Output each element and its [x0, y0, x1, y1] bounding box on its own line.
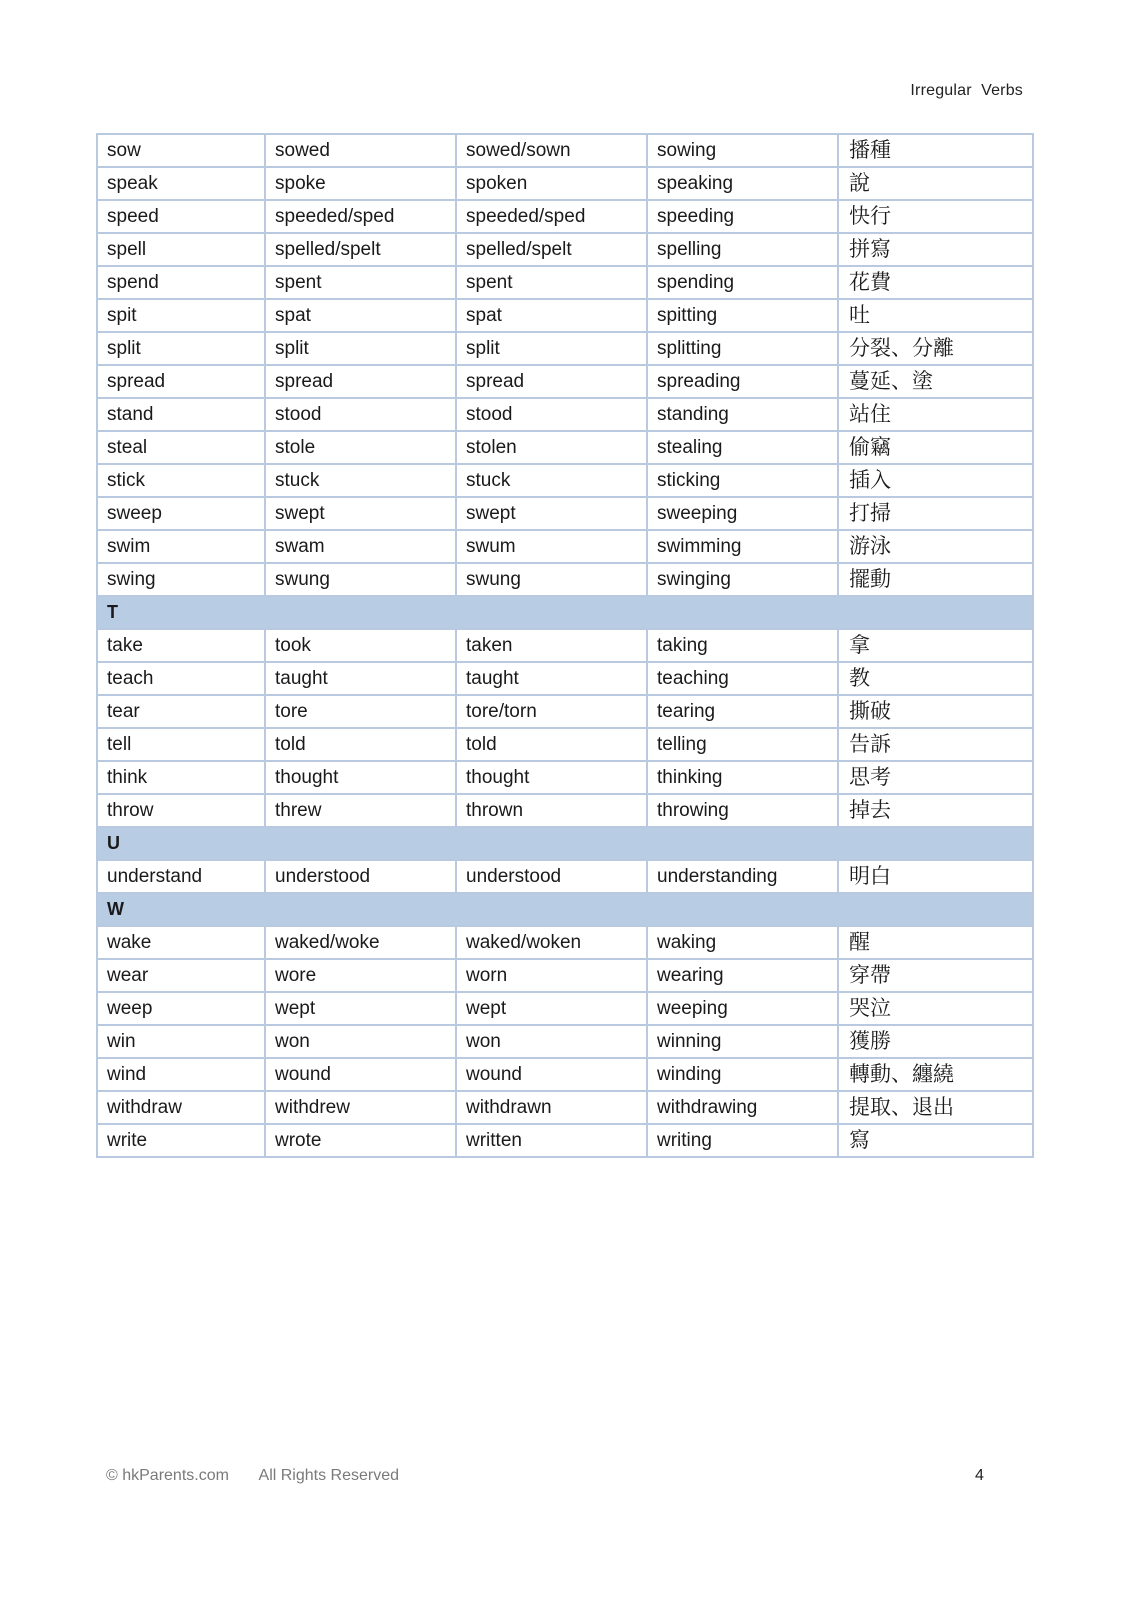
chinese-meaning-cell: 分裂、分離 — [838, 332, 1033, 365]
past-participle-cell: swept — [456, 497, 647, 530]
past-tense-cell: spelled/spelt — [265, 233, 456, 266]
table-row — [97, 926, 1033, 959]
past-tense-cell: wrote — [265, 1124, 456, 1157]
base-form-cell: think — [97, 761, 265, 794]
table-row — [97, 365, 1033, 398]
present-participle-cell: spelling — [647, 233, 838, 266]
past-participle-cell: stood — [456, 398, 647, 431]
base-form-cell: understand — [97, 860, 265, 893]
table-row — [97, 200, 1033, 233]
past-participle-cell: taken — [456, 629, 647, 662]
past-tense-cell: understood — [265, 860, 456, 893]
present-participle-cell: waking — [647, 926, 838, 959]
past-participle-cell: stuck — [456, 464, 647, 497]
table-row — [97, 695, 1033, 728]
base-form-cell: spell — [97, 233, 265, 266]
base-form-cell: speak — [97, 167, 265, 200]
past-participle-cell: stolen — [456, 431, 647, 464]
present-participle-cell: wearing — [647, 959, 838, 992]
past-participle-cell: spoken — [456, 167, 647, 200]
past-tense-cell: wound — [265, 1058, 456, 1091]
past-tense-cell: split — [265, 332, 456, 365]
chinese-meaning-cell: 吐 — [838, 299, 1033, 332]
chinese-meaning-cell: 打掃 — [838, 497, 1033, 530]
present-participle-cell: speaking — [647, 167, 838, 200]
table-row — [97, 794, 1033, 827]
chinese-meaning-cell: 偷竊 — [838, 431, 1033, 464]
chinese-meaning-cell: 擺動 — [838, 563, 1033, 596]
page-number: 4 — [975, 1467, 984, 1484]
table-row — [97, 497, 1033, 530]
chinese-meaning-cell: 穿帶 — [838, 959, 1033, 992]
base-form-cell: tell — [97, 728, 265, 761]
section-header-row — [97, 893, 1033, 926]
table-row — [97, 1058, 1033, 1091]
table-row — [97, 233, 1033, 266]
past-participle-cell: speeded/sped — [456, 200, 647, 233]
past-participle-cell: spelled/spelt — [456, 233, 647, 266]
past-tense-cell: took — [265, 629, 456, 662]
present-participle-cell: spreading — [647, 365, 838, 398]
chinese-meaning-cell: 告訴 — [838, 728, 1033, 761]
past-tense-cell: won — [265, 1025, 456, 1058]
table-row — [97, 959, 1033, 992]
section-letter: T — [97, 596, 1033, 629]
past-tense-cell: wept — [265, 992, 456, 1025]
base-form-cell: teach — [97, 662, 265, 695]
base-form-cell: spend — [97, 266, 265, 299]
past-participle-cell: understood — [456, 860, 647, 893]
past-participle-cell: withdrawn — [456, 1091, 647, 1124]
base-form-cell: weep — [97, 992, 265, 1025]
past-tense-cell: spoke — [265, 167, 456, 200]
past-participle-cell: split — [456, 332, 647, 365]
past-tense-cell: wore — [265, 959, 456, 992]
past-tense-cell: spent — [265, 266, 456, 299]
page-header-title: Irregular Verbs — [910, 82, 1023, 99]
present-participle-cell: withdrawing — [647, 1091, 838, 1124]
section-header-row — [97, 827, 1033, 860]
present-participle-cell: sowing — [647, 134, 838, 167]
base-form-cell: tear — [97, 695, 265, 728]
past-participle-cell: told — [456, 728, 647, 761]
present-participle-cell: taking — [647, 629, 838, 662]
table-row — [97, 728, 1033, 761]
past-participle-cell: spat — [456, 299, 647, 332]
present-participle-cell: spending — [647, 266, 838, 299]
present-participle-cell: weeping — [647, 992, 838, 1025]
present-participle-cell: thinking — [647, 761, 838, 794]
chinese-meaning-cell: 掉去 — [838, 794, 1033, 827]
chinese-meaning-cell: 拼寫 — [838, 233, 1033, 266]
chinese-meaning-cell: 蔓延、塗 — [838, 365, 1033, 398]
table-row — [97, 530, 1033, 563]
present-participle-cell: winding — [647, 1058, 838, 1091]
table-row — [97, 662, 1033, 695]
base-form-cell: steal — [97, 431, 265, 464]
table-row — [97, 398, 1033, 431]
past-tense-cell: stole — [265, 431, 456, 464]
chinese-meaning-cell: 說 — [838, 167, 1033, 200]
past-tense-cell: spread — [265, 365, 456, 398]
present-participle-cell: speeding — [647, 200, 838, 233]
base-form-cell: withdraw — [97, 1091, 265, 1124]
table-row — [97, 332, 1033, 365]
past-tense-cell: spat — [265, 299, 456, 332]
present-participle-cell: understanding — [647, 860, 838, 893]
chinese-meaning-cell: 撕破 — [838, 695, 1033, 728]
chinese-meaning-cell: 思考 — [838, 761, 1033, 794]
chinese-meaning-cell: 寫 — [838, 1124, 1033, 1157]
past-participle-cell: thrown — [456, 794, 647, 827]
footer-rights: All Rights Reserved — [258, 1467, 400, 1484]
past-participle-cell: tore/torn — [456, 695, 647, 728]
section-header-row — [97, 596, 1033, 629]
base-form-cell: stand — [97, 398, 265, 431]
chinese-meaning-cell: 獲勝 — [838, 1025, 1033, 1058]
table-row — [97, 860, 1033, 893]
base-form-cell: stick — [97, 464, 265, 497]
table-row — [97, 629, 1033, 662]
past-tense-cell: threw — [265, 794, 456, 827]
table-row — [97, 299, 1033, 332]
section-letter: W — [97, 893, 1033, 926]
base-form-cell: swim — [97, 530, 265, 563]
table-row — [97, 1091, 1033, 1124]
chinese-meaning-cell: 醒 — [838, 926, 1033, 959]
chinese-meaning-cell: 游泳 — [838, 530, 1033, 563]
irregular-verbs-table — [96, 133, 1034, 1158]
page-footer — [106, 1467, 425, 1485]
past-tense-cell: tore — [265, 695, 456, 728]
base-form-cell: spread — [97, 365, 265, 398]
chinese-meaning-cell: 明白 — [838, 860, 1033, 893]
table-row — [97, 1025, 1033, 1058]
past-tense-cell: thought — [265, 761, 456, 794]
present-participle-cell: splitting — [647, 332, 838, 365]
chinese-meaning-cell: 提取、退出 — [838, 1091, 1033, 1124]
past-tense-cell: taught — [265, 662, 456, 695]
past-participle-cell: swum — [456, 530, 647, 563]
table-row — [97, 992, 1033, 1025]
table-row — [97, 761, 1033, 794]
chinese-meaning-cell: 快行 — [838, 200, 1033, 233]
present-participle-cell: telling — [647, 728, 838, 761]
past-tense-cell: swept — [265, 497, 456, 530]
past-tense-cell: withdrew — [265, 1091, 456, 1124]
base-form-cell: split — [97, 332, 265, 365]
chinese-meaning-cell: 播種 — [838, 134, 1033, 167]
base-form-cell: write — [97, 1124, 265, 1157]
table-row — [97, 266, 1033, 299]
table-row — [97, 134, 1033, 167]
present-participle-cell: stealing — [647, 431, 838, 464]
past-participle-cell: written — [456, 1124, 647, 1157]
footer-copyright: © hkParents.com — [106, 1467, 229, 1484]
present-participle-cell: teaching — [647, 662, 838, 695]
base-form-cell: take — [97, 629, 265, 662]
past-tense-cell: told — [265, 728, 456, 761]
past-participle-cell: thought — [456, 761, 647, 794]
present-participle-cell: spitting — [647, 299, 838, 332]
past-tense-cell: swam — [265, 530, 456, 563]
chinese-meaning-cell: 轉動、纏繞 — [838, 1058, 1033, 1091]
present-participle-cell: throwing — [647, 794, 838, 827]
past-tense-cell: swung — [265, 563, 456, 596]
past-participle-cell: wound — [456, 1058, 647, 1091]
past-tense-cell: sowed — [265, 134, 456, 167]
present-participle-cell: tearing — [647, 695, 838, 728]
present-participle-cell: sticking — [647, 464, 838, 497]
table-row — [97, 563, 1033, 596]
past-tense-cell: waked/woke — [265, 926, 456, 959]
present-participle-cell: sweeping — [647, 497, 838, 530]
past-participle-cell: swung — [456, 563, 647, 596]
base-form-cell: wind — [97, 1058, 265, 1091]
base-form-cell: win — [97, 1025, 265, 1058]
past-participle-cell: sowed/sown — [456, 134, 647, 167]
chinese-meaning-cell: 站住 — [838, 398, 1033, 431]
present-participle-cell: writing — [647, 1124, 838, 1157]
base-form-cell: speed — [97, 200, 265, 233]
past-participle-cell: won — [456, 1025, 647, 1058]
present-participle-cell: swimming — [647, 530, 838, 563]
past-participle-cell: worn — [456, 959, 647, 992]
base-form-cell: sow — [97, 134, 265, 167]
past-participle-cell: waked/woken — [456, 926, 647, 959]
chinese-meaning-cell: 花費 — [838, 266, 1033, 299]
base-form-cell: wear — [97, 959, 265, 992]
table-row — [97, 1124, 1033, 1157]
present-participle-cell: swinging — [647, 563, 838, 596]
past-tense-cell: speeded/sped — [265, 200, 456, 233]
base-form-cell: sweep — [97, 497, 265, 530]
chinese-meaning-cell: 哭泣 — [838, 992, 1033, 1025]
base-form-cell: throw — [97, 794, 265, 827]
section-letter: U — [97, 827, 1033, 860]
table-row — [97, 431, 1033, 464]
table-row — [97, 167, 1033, 200]
past-participle-cell: spread — [456, 365, 647, 398]
past-participle-cell: wept — [456, 992, 647, 1025]
table-row — [97, 464, 1033, 497]
past-participle-cell: taught — [456, 662, 647, 695]
present-participle-cell: standing — [647, 398, 838, 431]
verb-table-body — [97, 134, 1033, 1157]
base-form-cell: spit — [97, 299, 265, 332]
chinese-meaning-cell: 拿 — [838, 629, 1033, 662]
present-participle-cell: winning — [647, 1025, 838, 1058]
past-tense-cell: stood — [265, 398, 456, 431]
base-form-cell: swing — [97, 563, 265, 596]
base-form-cell: wake — [97, 926, 265, 959]
chinese-meaning-cell: 插入 — [838, 464, 1033, 497]
chinese-meaning-cell: 教 — [838, 662, 1033, 695]
past-tense-cell: stuck — [265, 464, 456, 497]
past-participle-cell: spent — [456, 266, 647, 299]
